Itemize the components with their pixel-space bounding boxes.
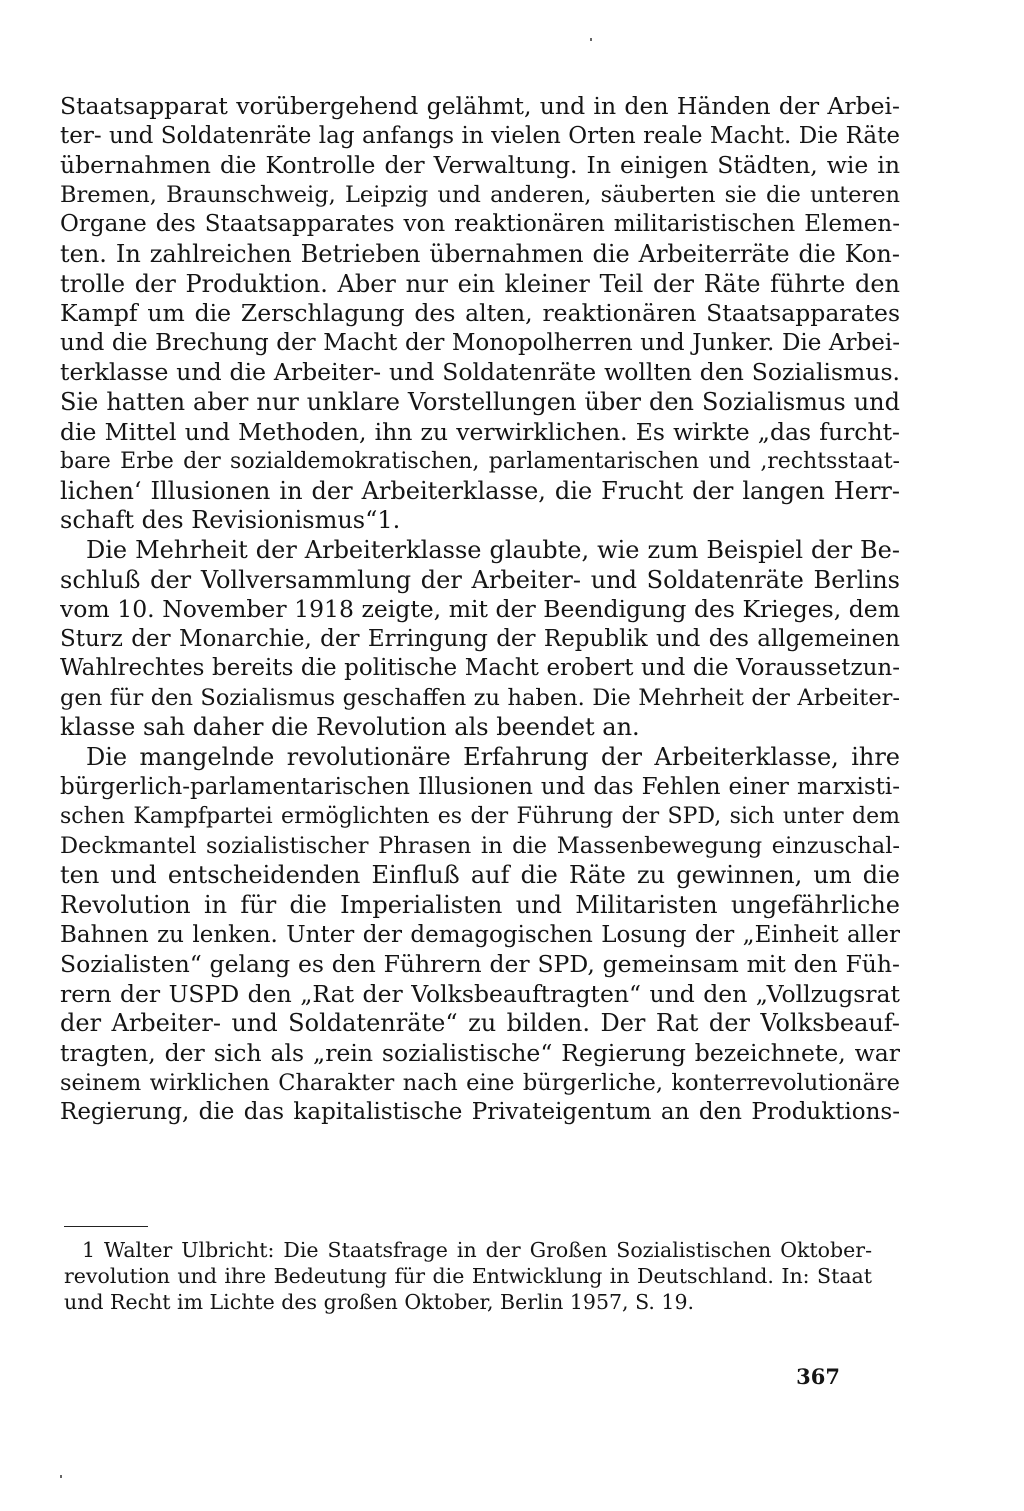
footnote-line: revolution und ihre Bedeutung für die Entwicklung in Deutschland. In: Staat: [64, 1264, 872, 1288]
body-line: ten und entscheidenden Einfluß auf die Räte zu gewinnen, um die: [60, 861, 900, 890]
body-line: schaft des Revisionismus“1.: [60, 506, 401, 535]
body-line: trolle der Produktion. Aber nur ein kleiner Teil der Räte führte den: [60, 269, 900, 298]
body-line: schluß der Vollversammlung der Arbeiter- und Soldatenräte Berlins: [60, 565, 900, 594]
footnote-line: und Recht im Lichte des großen Oktober, Berlin 1957, S. 19.: [64, 1290, 695, 1314]
body-line: Bremen, Braunschweig, Leipzig und anderen, säuberten sie die unteren: [60, 181, 900, 208]
body-line: schen Kampfpartei ermöglichten es der Führung der SPD, sich unter dem: [60, 804, 900, 830]
speck-mark: [60, 1475, 62, 1478]
body-line: ten. In zahlreichen Betrieben übernahmen die Arbeiterräte die Kon-: [60, 239, 900, 268]
body-line: Kampf um die Zerschlagung des alten, reaktionären Staatsapparates: [60, 299, 900, 328]
body-line: klasse sah daher die Revolution als beendet an.: [60, 713, 640, 742]
body-line: Sturz der Monarchie, der Erringung der Republik und des allgemeinen: [60, 625, 900, 652]
speck-mark: [590, 38, 592, 41]
body-line: gen für den Sozialismus geschaffen zu haben. Die Mehrheit der Arbeiter-: [60, 684, 900, 711]
footnotes: [64, 1237, 872, 1315]
body-line: Regierung, die das kapitalistische Privateigentum an den Produktions-: [60, 1099, 900, 1126]
body-line: rern der USPD den „Rat der Volksbeauftragten“ und den „Vollzugsrat: [60, 979, 900, 1008]
page-number: 367: [796, 1364, 840, 1389]
body-line: Revolution in für die Imperialisten und Militaristen ungefährliche: [60, 891, 900, 920]
body-line: seinem wirklichen Charakter nach eine bürgerliche, konterrevolutionäre: [60, 1069, 900, 1096]
body-line: vom 10. November 1918 zeigte, mit der Beendigung des Krieges, dem: [60, 595, 900, 624]
body-line: tragten, der sich als „rein sozialistische“ Regierung bezeichnete, war: [60, 1039, 900, 1067]
body-line: übernahmen die Kontrolle der Verwaltung. In einigen Städten, wie in: [60, 151, 900, 180]
footnote-rule: [64, 1226, 148, 1227]
body-line: bürgerlich-parlamentarischen Illusionen und das Fehlen einer marxisti-: [60, 773, 900, 800]
body-line: Sozialisten“ gelang es den Führern der SPD, gemeinsam mit den Füh-: [60, 950, 900, 979]
body-line: und die Brechung der Macht der Monopolherren und Junker. Die Arbei-: [60, 329, 900, 356]
body-line: Deckmantel sozialistischer Phrasen in die Massenbewegung einzuschal-: [60, 832, 900, 859]
body-line: Die Mehrheit der Arbeiterklasse glaubte, wie zum Beispiel der Be-: [86, 535, 900, 564]
body-line: Sie hatten aber nur unklare Vorstellungen über den Sozialismus und: [60, 387, 900, 416]
body-line: terklasse und die Arbeiter- und Soldatenräte wollten den Sozialismus.: [60, 358, 900, 387]
body-line: der Arbeiter- und Soldatenräte“ zu bilden. Der Rat der Volksbeauf-: [60, 1009, 900, 1038]
body-text: [60, 92, 900, 1128]
body-line: Die mangelnde revolutionäre Erfahrung der Arbeiterklasse, ihre: [86, 743, 900, 772]
body-line: Staatsapparat vorübergehend gelähmt, und in den Händen der Arbei-: [60, 92, 900, 120]
footnote-line: 1 Walter Ulbricht: Die Staatsfrage in der Großen Sozialistischen Oktober-: [82, 1238, 872, 1262]
body-line: Organe des Staatsapparates von reaktionären militaristischen Elemen-: [60, 211, 900, 238]
body-line: Wahlrechtes bereits die politische Macht erobert und die Voraussetzun-: [60, 655, 900, 682]
body-line: die Mittel und Methoden, ihn zu verwirklichen. Es wirkte „das furcht-: [60, 417, 900, 446]
body-line: ter- und Soldatenräte lag anfangs in vielen Orten reale Macht. Die Räte: [60, 122, 900, 149]
body-line: bare Erbe der sozialdemokratischen, parlamentarischen und ‚rechtsstaat-: [60, 449, 900, 475]
body-line: lichen‘ Illusionen in der Arbeiterklasse, die Frucht der langen Herr-: [60, 476, 900, 505]
body-line: Bahnen zu lenken. Unter der demagogischen Losung der „Einheit aller: [60, 921, 900, 948]
